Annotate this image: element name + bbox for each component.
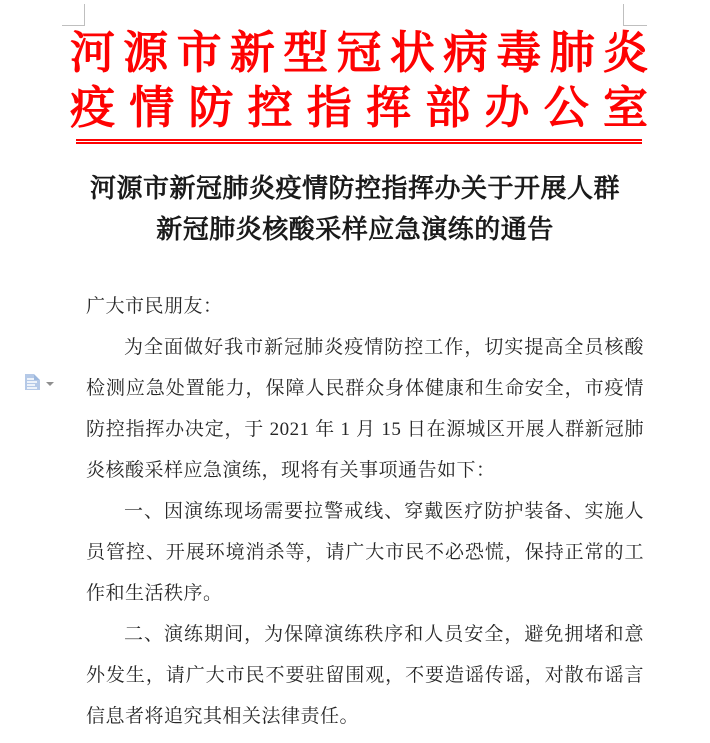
red-divider-rule-top: [76, 139, 642, 141]
document-body: [86, 286, 644, 737]
red-divider-rule: [76, 139, 642, 144]
letterhead: [70, 25, 648, 135]
document-title: [85, 168, 625, 250]
red-divider-rule-bottom: [76, 142, 642, 144]
page-margin-mark-right: [623, 4, 647, 26]
paragraph-1: 为全面做好我市新冠肺炎疫情防控工作，切实提高全员核酸检测应急处置能力，保障人民群众身体健康和生命安全，市疫情防控指挥办决定，于 2021 年 1 月 15 日在源城区开展人群新冠肺炎核酸采样应急演练，现将有关事项通告如下：: [86, 337, 644, 481]
paragraph-2: 一、因演练现场需要拉警戒线、穿戴医疗防护装备、实施人员管控、开展环境消杀等，请广大市民不必恐慌，保持正常的工作和生活秩序。: [86, 501, 644, 604]
letterhead-line2: 疫情防控指挥部办公室: [70, 82, 648, 133]
text-line-decoration: [27, 378, 34, 380]
text-line-decoration: [27, 381, 37, 383]
letterhead-line1: 河源市新型冠状病毒肺炎: [70, 27, 648, 78]
page-margin-mark-left: [62, 4, 85, 26]
text-line-decoration: [27, 387, 37, 389]
document-title-line1: 河源市新冠肺炎疫情防控指挥办关于开展人群: [89, 173, 620, 203]
text-line-decoration: [27, 384, 35, 386]
page-fold-icon: [34, 374, 40, 380]
document-title-line2: 新冠肺炎核酸采样应急演练的通告: [156, 214, 554, 244]
paragraph-3: 二、演练期间，为保障演练秩序和人员安全，避免拥堵和意外发生，请广大市民不要驻留围观，不要造谣传谣，对散布谣言信息者将追究其相关法律责任。: [86, 624, 644, 727]
margin-annotation-icon[interactable]: [25, 374, 40, 390]
dropdown-arrow-icon[interactable]: [46, 382, 54, 386]
salutation: 广大市民朋友：: [86, 296, 223, 317]
